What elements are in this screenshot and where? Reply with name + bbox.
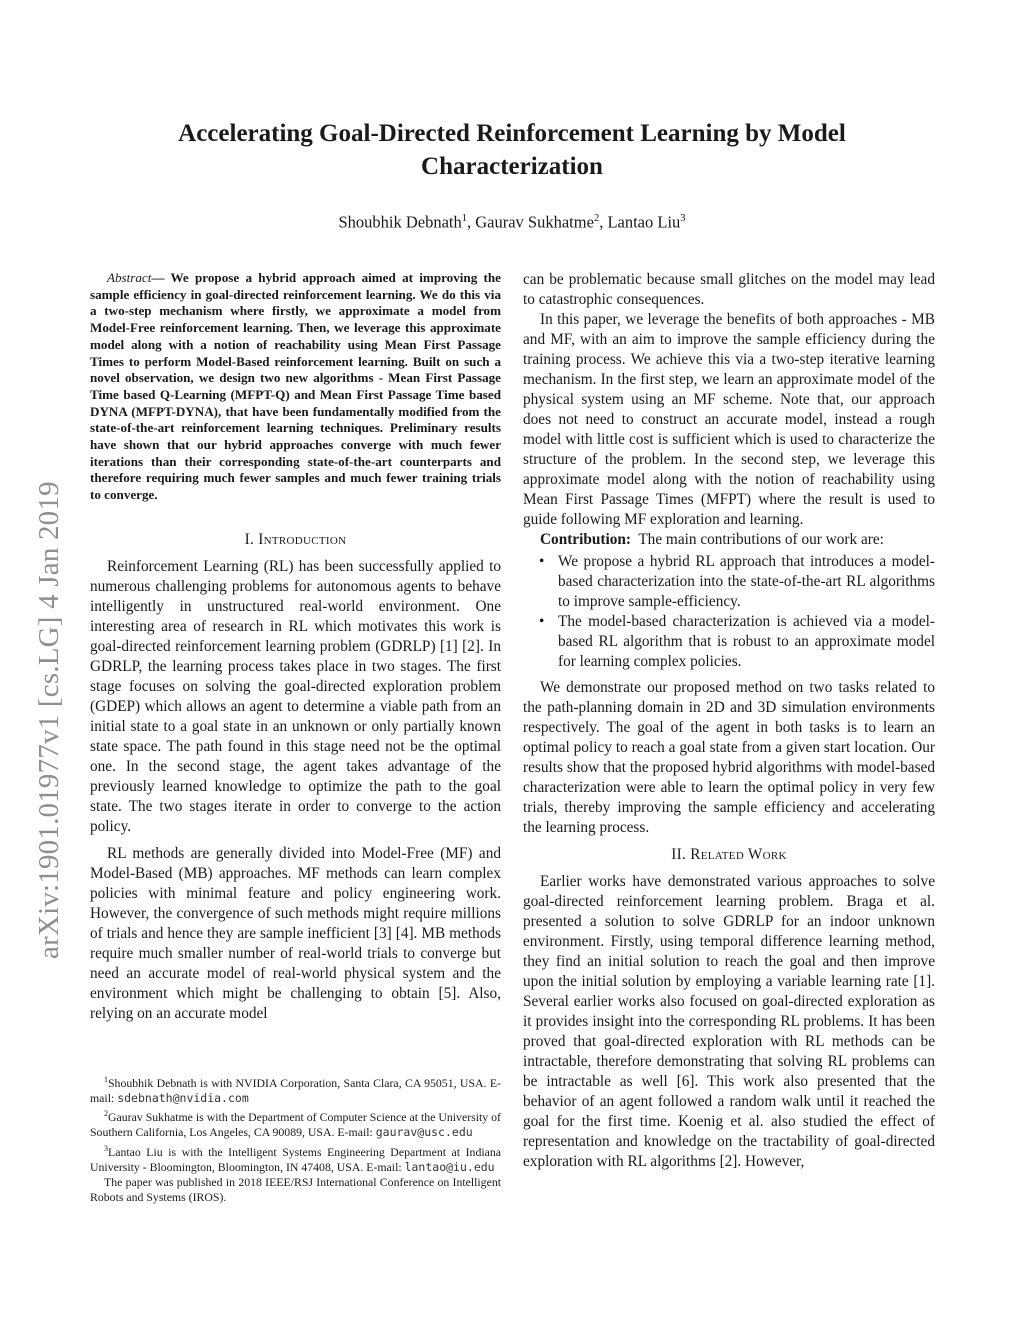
author-name: Lantao Liu	[607, 212, 681, 232]
paragraph: RL methods are generally divided into Model-Free (MF) and Model-Based (MB) approaches. MF methods can learn complex policies with minimal feature and policy engineering work. However, the convergence of such methods might require millions of trials and hence they are sample inefficient [3] [4]. MB methods require much smaller number of real-world trials to converge but need an accurate model of real-world physical system and the environment which might be challenging to obtain [5]. Also, relying on an accurate model	[90, 844, 501, 1022]
section-heading-introduction: I. Introduction	[244, 530, 347, 548]
paragraph: Earlier works have demonstrated various approaches to solve goal-directed reinforcement learning problem. Braga et al. presented a solution to solve GDRLP for an indoor unknown environment. Firstly, using temporal difference learning method, they find an initial solution to reach the goal and then improve upon the initial solution by employing a variable learning rate [1]. Several earlier works also focused on goal-directed exploration as it provides insight into the corresponding RL problems. It has been proved that goal-directed exploration with RL methods can be intractable, therefore demonstrating that solving RL problems can be intractable as well [6]. This work also presented that the behavior of an agent followed a random walk until it reached the goal for the first time. Koenig et al. also studied the effect of representation and knowledge on the tractability of goal-directed exploration with RL algorithms [2]. However,	[523, 873, 935, 1170]
right-column	[523, 270, 935, 1172]
section-heading-related-work: II. Related Work	[671, 846, 787, 863]
contribution-line	[523, 530, 935, 550]
footnote	[90, 1106, 501, 1140]
paragraph: We demonstrate our proposed method on two tasks related to the path-planning domain in 2D and 3D simulation environments respectively. The goal of the agent in both tasks is to learn an optimal policy to reach a goal state from a given start location. Our results show that the proposed hybrid algorithms with model-based characterization were able to learn the optimal policy in very few trials, thereby improving the sample efficiency and accelerating the learning process.	[523, 679, 935, 836]
abstract	[90, 270, 501, 504]
list-item	[523, 552, 935, 612]
footnote-text: Gaurav Sukhatme is with the Department of Computer Science at the University of Southern California, Los Angeles, CA 90089, USA. E-mail:	[90, 1110, 501, 1140]
email-link[interactable]: sdebnath@nvidia.com	[117, 1091, 249, 1106]
contribution-text: The main contributions of our work are:	[638, 531, 884, 548]
list-item	[523, 612, 935, 672]
footnote-mark: 3	[104, 1143, 108, 1153]
affiliation-mark: 1	[461, 213, 467, 224]
contribution-list	[523, 552, 935, 672]
affiliation-mark: 3	[680, 213, 686, 224]
arxiv-identifier: arXiv:1901.01977v1 [cs.LG] 4 Jan 2019	[33, 481, 65, 959]
bullet-icon: •	[539, 553, 545, 570]
paragraph: Reinforcement Learning (RL) has been successfully applied to numerous challenging problems for autonomous agents to behave intelligently in unstructured real-world environment. One interesting area of research in RL which motivates this work is goal-directed reinforcement learning problem (GDRLP) [1] [2]. In GDRLP, the learning process takes place in two stages. The first stage focuses on solving the goal-directed exploration problem (GDEP) which allows an agent to determine a viable path from an initial state to a goal state in an unknown or only partially known state space. The path found in this stage need not be the optimal one. In the second stage, the agent takes advantage of the previously learned knowledge to optimize the path to the goal state. The two stages iterate in order to converge to the action policy.	[90, 557, 501, 835]
contribution-label: Contribution:	[540, 531, 631, 548]
author-name: Shoubhik Debnath	[338, 212, 462, 232]
email-link[interactable]: lantao@iu.edu	[404, 1159, 495, 1174]
author-name: Gaurav Sukhatme	[475, 212, 594, 232]
footnote	[90, 1072, 501, 1106]
abstract-label: Abstract	[107, 270, 152, 285]
footnote	[90, 1175, 501, 1205]
list-item-text: We propose a hybrid RL approach that introduces a model-based characterization into the state-of-the-art RL algorithms to improve sample-efficiency.	[558, 553, 935, 610]
bullet-icon: •	[539, 613, 545, 630]
abstract-text: — We propose a hybrid approach aimed at improving the sample efficiency in goal-directed reinforcement learning. We do this via a two-step mechanism where firstly, we approximate a model from Model-Free reinforcement learning. Then, we leverage this approximate model along with a notion of reachability using Mean First Passage Times to perform Model-Based reinforcement learning. Built on such a novel observation, we design two new algorithms - Mean First Passage Time based Q-Learning (MFPT-Q) and Mean First Passage Time based DYNA (MFPT-DYNA), that have been fundamentally modified from the state-of-the-art reinforcement learning techniques. Preliminary results have shown that our hybrid approaches converge with much fewer iterations than their corresponding state-of-the-art counterparts and therefore requiring much fewer samples and much fewer training trials to converge.	[90, 270, 501, 503]
footnote	[90, 1141, 501, 1175]
paragraph: can be problematic because small glitches on the model may lead to catastrophic consequences.	[523, 271, 935, 308]
footnotes	[90, 1072, 501, 1205]
paper-title: Accelerating Goal-Directed Reinforcement Learning by Model Characterization	[178, 120, 846, 180]
footnote-mark: 2	[104, 1109, 108, 1119]
affiliation-mark: 2	[593, 213, 600, 224]
email-link[interactable]: gaurav@usc.edu	[375, 1125, 473, 1140]
footnote-text: The paper was published in 2018 IEEE/RSJ International Conference on Intelligent Robots and Systems (IROS).	[90, 1174, 501, 1205]
paragraph: In this paper, we leverage the benefits of both approaches - MB and MF, with an aim to improve the sample efficiency during the training process. We achieve this via a two-step iterative learning mechanism. In the first step, we learn an approximate model of the physical system using an MF scheme. Note that, our approach does not need to construct an accurate model, instead a rough model with little cost is sufficient which is used to characterize the structure of the problem. In the second step, we leverage this approximate model along with the notion of reachability using Mean First Passage Times (MFPT) where the result is used to guide following MF exploration and learning.	[523, 311, 935, 528]
footnote-text: Lantao Liu is with the Intelligent Systems Engineering Department at Indiana University - Bloomington, Bloomington, IN 47408, USA. E-mail:	[90, 1144, 501, 1174]
list-item-text: The model-based characterization is achieved via a model-based RL algorithm that is robust to an approximate model for learning complex policies.	[558, 613, 935, 670]
left-column	[90, 270, 501, 1024]
author-list: Shoubhik Debnath$^1$, Gaurav Sukhatme$^2$, Lantao Liu$^3$	[338, 212, 686, 232]
footnote-text: Shoubhik Debnath is with NVIDIA Corporation, Santa Clara, CA 95051, USA. E-mail:	[90, 1075, 501, 1106]
footnote-mark: 1	[104, 1075, 108, 1084]
